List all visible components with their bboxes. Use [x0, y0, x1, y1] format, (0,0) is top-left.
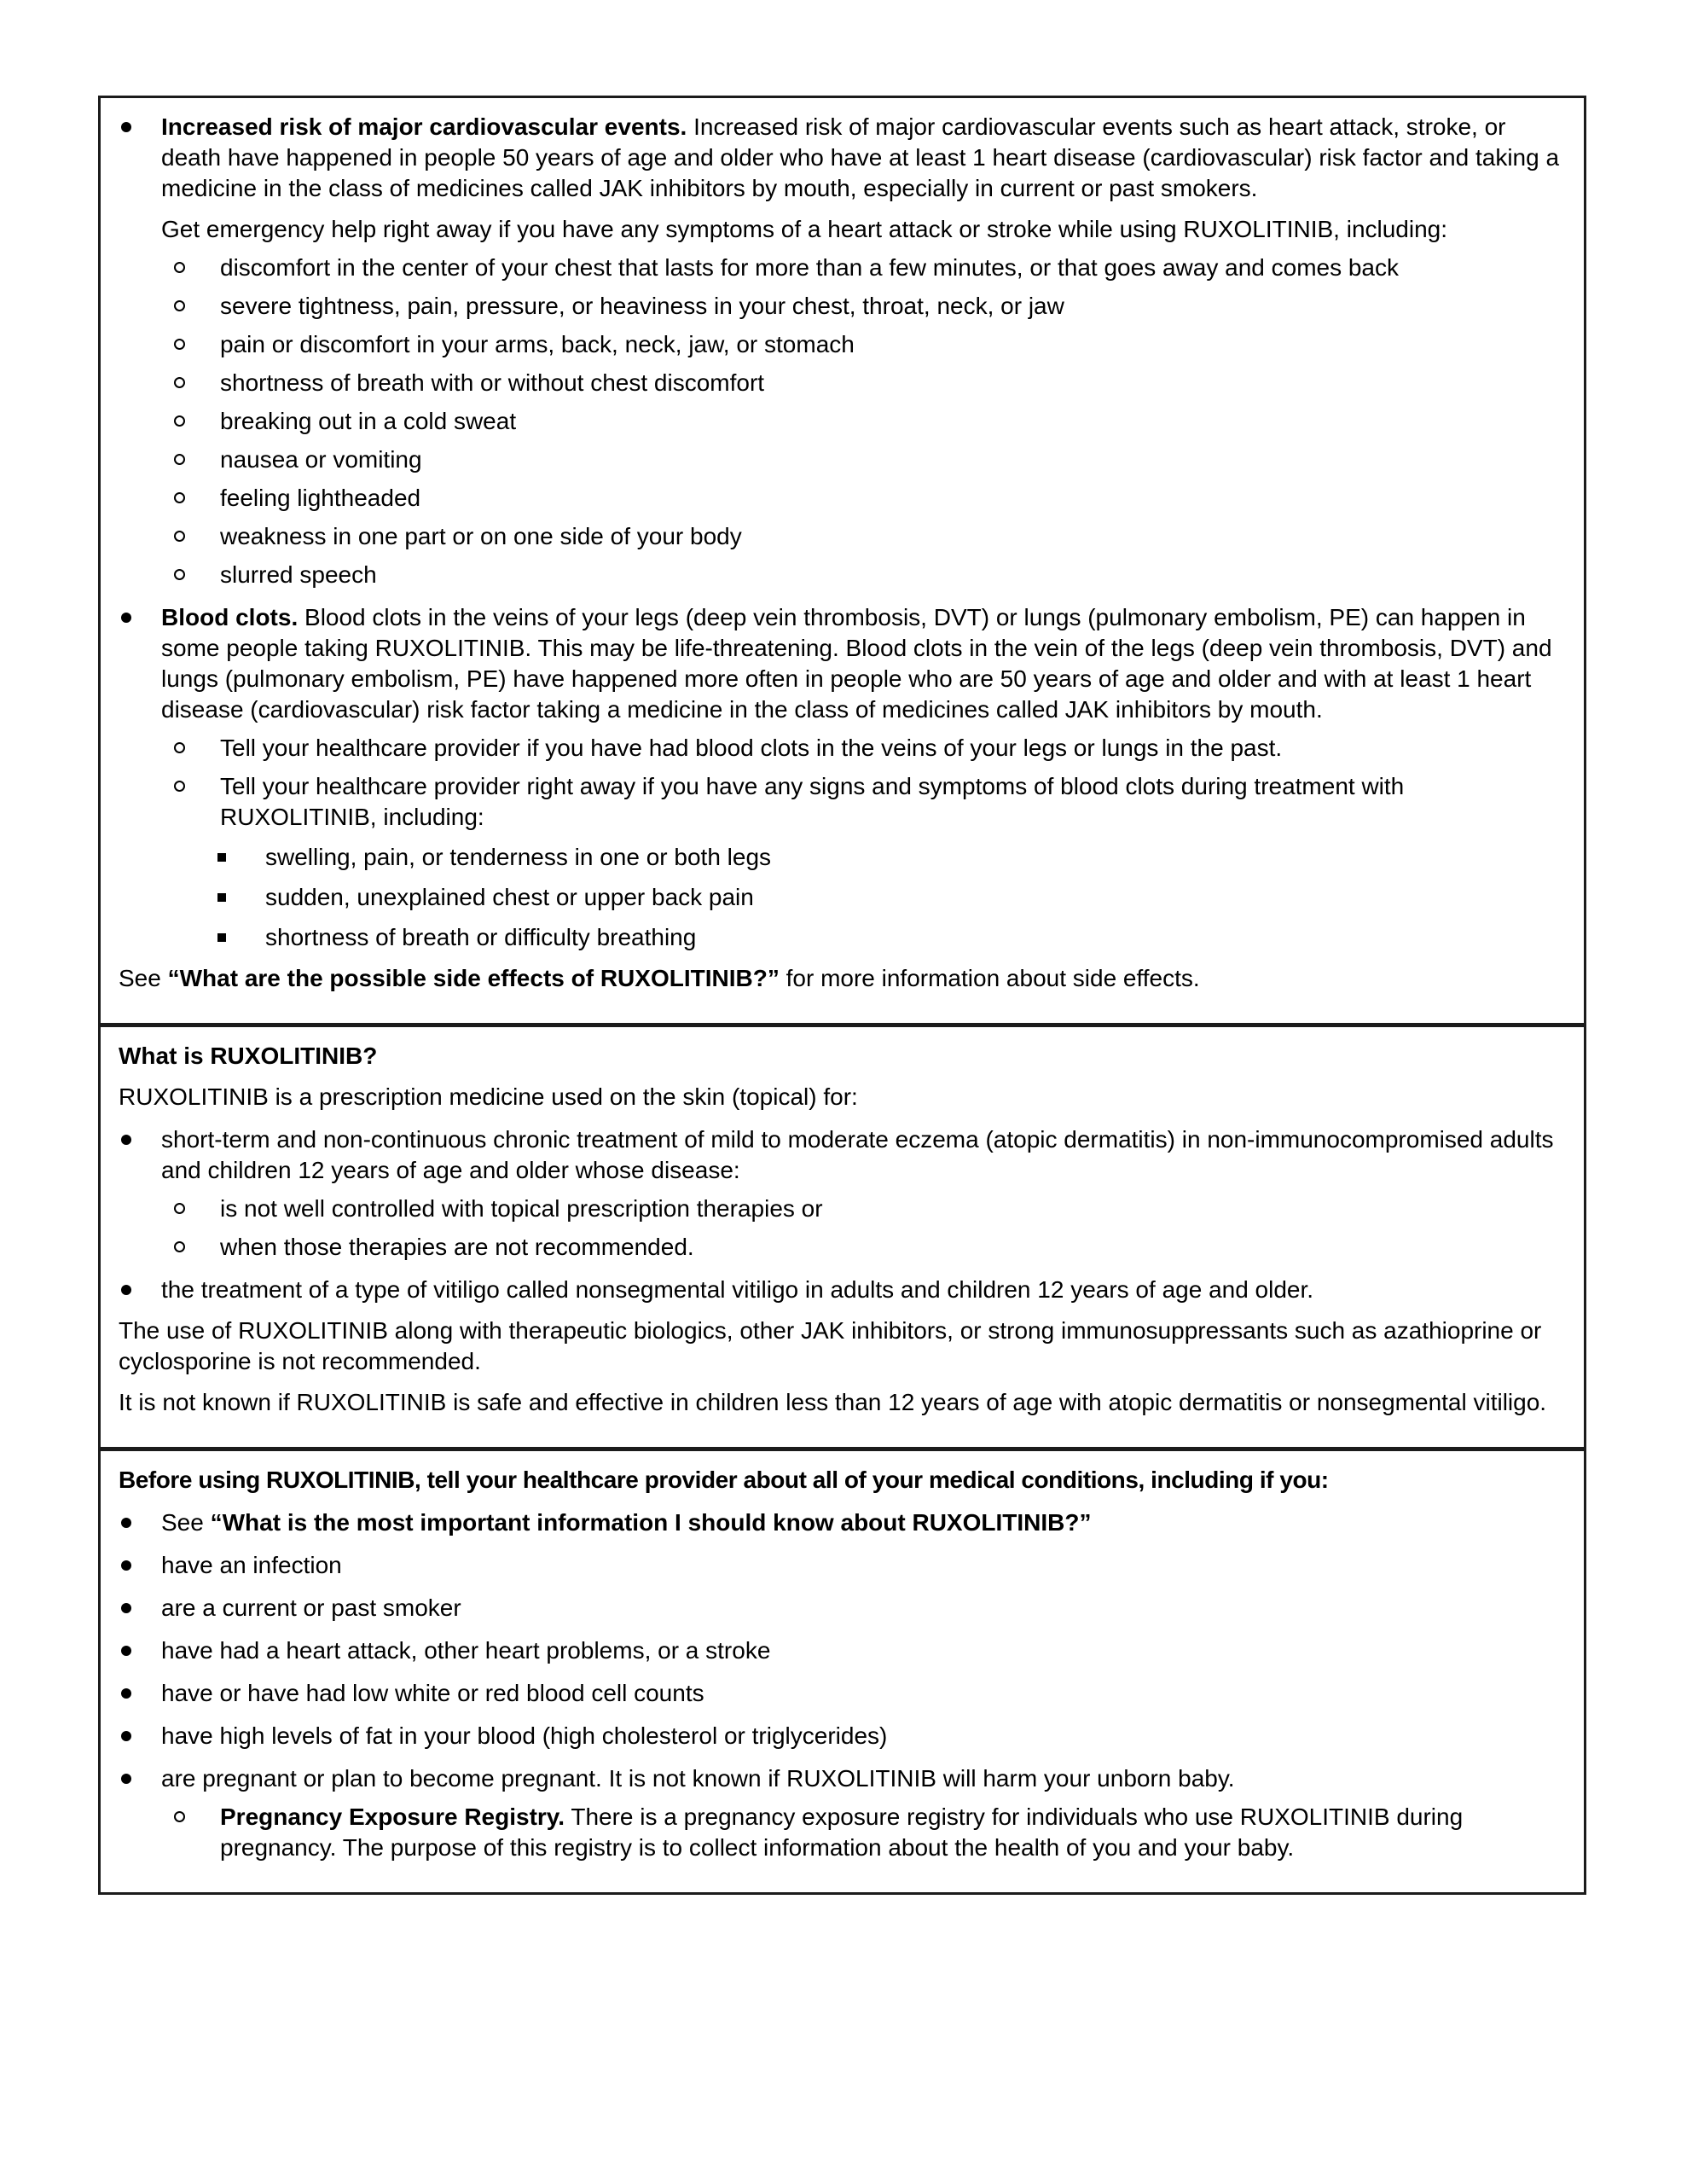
circle-bullet-icon: [174, 262, 185, 273]
sub-bullet-condition: [119, 1194, 1563, 1224]
bullet-item-condition: [119, 1635, 1563, 1666]
circle-bullet-icon: [174, 377, 185, 388]
sub-bullet-text: when those therapies are not recommended.: [220, 1234, 694, 1260]
sub-bullet-text: feeling lightheaded: [220, 485, 421, 511]
disc-bullet-icon: [121, 1603, 131, 1613]
section-warnings: [101, 98, 1584, 1023]
sub-bullet-text: Tell your healthcare provider right away if you have any signs and symptoms of blood clots during treatment with RUXOLITINIB, including:: [220, 773, 1405, 830]
sub-bullet-symptom: [119, 483, 1563, 514]
disc-bullet-icon: [121, 613, 131, 623]
see-reference-bold: “What is the most important information I should know about RUXOLITINIB?”: [210, 1509, 1092, 1536]
sub-bullet-symptom: [119, 406, 1563, 437]
see-prefix: See: [161, 1509, 211, 1536]
circle-bullet-icon: [174, 569, 185, 580]
sub-sub-bullet-text: sudden, unexplained chest or upper back pain: [265, 884, 754, 910]
see-reference-bold: “What are the possible side effects of RUXOLITINIB?”: [167, 965, 780, 991]
sub-bullet-pregnancy-registry: [119, 1802, 1563, 1863]
bullet-lead-bold: Increased risk of major cardiovascular events.: [161, 113, 687, 140]
paragraph-intro: RUXOLITINIB is a prescription medicine used on the skin (topical) for:: [119, 1083, 858, 1110]
circle-bullet-icon: [174, 781, 185, 792]
bullet-body-text: short-term and non-continuous chronic treatment of mild to moderate eczema (atopic dermatitis) in non-immunocompromised adults and children 12 years of age and older whose disease:: [161, 1126, 1554, 1183]
circle-bullet-icon: [174, 339, 185, 350]
bullet-item-condition: [119, 1678, 1563, 1709]
bullet-item-cardiovascular-risk: [119, 112, 1563, 204]
bullet-lead-bold: Blood clots.: [161, 604, 299, 630]
circle-bullet-icon: [174, 300, 185, 311]
paragraph-combination-warning: The use of RUXOLITINIB along with therapeutic biologics, other JAK inhibitors, or strong immunosuppressants such as azathioprine or cyclosporine is not recommended.: [119, 1317, 1542, 1374]
sub-bullet-symptom: [119, 368, 1563, 398]
disc-bullet-icon: [121, 1285, 131, 1295]
section-what-is-ruxolitinib: [101, 1023, 1584, 1447]
sub-bullet-text: is not well controlled with topical prescription therapies or: [220, 1195, 823, 1222]
disc-bullet-icon: [121, 1560, 131, 1571]
sub-bullet-symptom: [119, 291, 1563, 322]
sub-sub-bullet-sign: [119, 842, 1563, 873]
registry-body-text: There is a pregnancy exposure registry for individuals who use RUXOLITINIB during pregnancy. The purpose of this registry is to collect information about the health of you and your baby.: [220, 1804, 1464, 1861]
square-bullet-icon: [217, 893, 226, 902]
bullet-body-text: are pregnant or plan to become pregnant. It is not known if RUXOLITINIB will harm your unborn baby.: [161, 1765, 1235, 1792]
sub-bullet-text: breaking out in a cold sweat: [220, 408, 517, 434]
bullet-item-condition: [119, 1550, 1563, 1581]
sub-sub-bullet-sign: [119, 882, 1563, 913]
sub-bullet-text: nausea or vomiting: [220, 446, 422, 473]
sub-bullet-text: severe tightness, pain, pressure, or heaviness in your chest, throat, neck, or jaw: [220, 293, 1064, 319]
sub-bullet-symptom: [119, 329, 1563, 360]
sub-bullet-text: slurred speech: [220, 561, 377, 588]
bullet-body-text: have an infection: [161, 1552, 342, 1578]
circle-bullet-icon: [174, 492, 185, 503]
sub-bullet-symptom: [119, 444, 1563, 475]
disc-bullet-icon: [121, 122, 131, 132]
bullet-body-text: are a current or past smoker: [161, 1594, 461, 1621]
paragraph-children-unknown: It is not known if RUXOLITINIB is safe and effective in children less than 12 years of age with atopic dermatitis or nonsegmental vitiligo.: [119, 1389, 1547, 1415]
circle-bullet-icon: [174, 454, 185, 465]
sub-bullet-symptom: [119, 521, 1563, 552]
section-heading: What is RUXOLITINIB?: [119, 1043, 378, 1069]
sub-bullet-text: Tell your healthcare provider if you have had blood clots in the veins of your legs or lungs in the past.: [220, 735, 1283, 761]
square-bullet-icon: [217, 933, 226, 942]
sub-bullet-symptom: [119, 253, 1563, 283]
see-prefix: See: [119, 965, 168, 991]
bullet-body-text: have or have had low white or red blood cell counts: [161, 1680, 704, 1706]
sub-sub-bullet-sign: [119, 922, 1563, 953]
sub-sub-bullet-text: swelling, pain, or tenderness in one or both legs: [265, 844, 772, 870]
bullet-item-blood-clots: [119, 602, 1563, 725]
disc-bullet-icon: [121, 1518, 131, 1528]
disc-bullet-icon: [121, 1135, 131, 1145]
bullet-item-pregnant: [119, 1763, 1563, 1794]
sub-bullet-condition: [119, 1232, 1563, 1263]
sub-sub-bullet-text: shortness of breath or difficulty breathing: [265, 924, 697, 950]
disc-bullet-icon: [121, 1774, 131, 1784]
bullet-item-see-reference: [119, 1507, 1563, 1538]
sub-bullet-text: discomfort in the center of your chest that lasts for more than a few minutes, or that goes away and comes back: [220, 254, 1400, 281]
disc-bullet-icon: [121, 1731, 131, 1741]
bullet-item-vitiligo: [119, 1275, 1563, 1305]
sub-bullet-clots-history: [119, 733, 1563, 764]
bullet-body-text: have had a heart attack, other heart problems, or a stroke: [161, 1637, 771, 1664]
circle-bullet-icon: [174, 742, 185, 753]
registry-lead-bold: Pregnancy Exposure Registry.: [220, 1804, 565, 1830]
circle-bullet-icon: [174, 1241, 185, 1252]
bullet-item-condition: [119, 1721, 1563, 1751]
circle-bullet-icon: [174, 531, 185, 542]
bullet-body-text: have high levels of fat in your blood (high cholesterol or triglycerides): [161, 1722, 888, 1749]
bullet-body-text: Blood clots in the veins of your legs (deep vein thrombosis, DVT) or lungs (pulmonary embolism, PE) can happen in some people taking RUXOLITINIB. This may be life-threatening. Blood clots in the vein of the legs (deep vein thrombosis, DVT) and lungs (pulmonary embolism, PE) have happened more often in people who are 50 years of age and older and with at least 1 heart disease (cardiovascular) risk factor taking a medicine in the class of medicines called JAK inhibitors by mouth.: [161, 604, 1552, 723]
square-bullet-icon: [217, 853, 226, 862]
disc-bullet-icon: [121, 1688, 131, 1699]
circle-bullet-icon: [174, 1811, 185, 1822]
bullet-body-text: the treatment of a type of vitiligo called nonsegmental vitiligo in adults and children 12 years of age and older.: [161, 1276, 1314, 1303]
document-table: [98, 96, 1586, 1895]
sub-bullet-clots-signs: [119, 771, 1563, 833]
sub-bullet-text: shortness of breath with or without chest discomfort: [220, 369, 765, 396]
circle-bullet-icon: [174, 1203, 185, 1214]
sub-bullet-symptom: [119, 560, 1563, 590]
bullet-item-eczema: [119, 1124, 1563, 1186]
sub-bullet-text: weakness in one part or on one side of your body: [220, 523, 742, 549]
bullet-body-text: Increased risk of major cardiovascular events such as heart attack, stroke, or death have happened in people 50 years of age and older who have at least 1 heart disease (cardiovascular) risk factor and taking a medicine in the class of medicines called JAK inhibitors by mouth, especially in current or past smokers.: [161, 113, 1560, 201]
see-suffix: for more information about side effects.: [779, 965, 1200, 991]
disc-bullet-icon: [121, 1646, 131, 1656]
paragraph-emergency-help: Get emergency help right away if you have any symptoms of a heart attack or stroke while using RUXOLITINIB, including:: [161, 216, 1448, 242]
bullet-item-condition: [119, 1593, 1563, 1623]
paragraph-see-side-effects: [119, 963, 1563, 994]
section-heading: Before using RUXOLITINIB, tell your healthcare provider about all of your medical conditions, including if you:: [119, 1467, 1329, 1493]
sub-bullet-text: pain or discomfort in your arms, back, neck, jaw, or stomach: [220, 331, 855, 357]
circle-bullet-icon: [174, 415, 185, 427]
section-before-using: [101, 1447, 1584, 1892]
